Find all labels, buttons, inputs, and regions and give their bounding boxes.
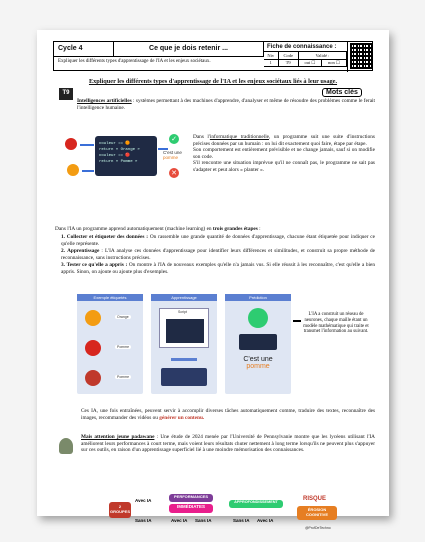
col-code: Code — [278, 52, 298, 59]
groups-tag: 2 GROUPES — [109, 502, 131, 518]
ml-intro-end: : — [257, 226, 261, 232]
panel-title: Prédiction — [225, 294, 291, 301]
list-item — [61, 262, 375, 275]
trad-p2: Son comportement est entièrement prévisible et ne change jamais, sauf si on modifie son code. — [193, 147, 375, 160]
warning-title: Mais attention jeune padawane — [81, 434, 155, 440]
code-line: return « Orange » — [99, 148, 140, 152]
credit-label: @ProfDeTechno — [305, 526, 331, 530]
result-label — [163, 150, 182, 160]
avec-ia-label: Avec IA — [171, 518, 188, 523]
apple-icon — [85, 340, 101, 356]
code-snippet — [95, 136, 157, 176]
step-title: Apprentissage — [67, 248, 100, 255]
traditional-paragraph — [193, 134, 375, 174]
arrow-icon — [80, 144, 94, 146]
sans-ia-label: Sans IA — [135, 518, 152, 523]
study-infographic — [105, 492, 355, 542]
qr-code-icon[interactable] — [350, 43, 372, 69]
intro-paragraph — [77, 98, 375, 111]
trad-p3: S'il rencontre une situation imprévue qu'il ne connaît pas, le programme ne sait pas s'adapter et peut alors « planter ». — [193, 160, 375, 173]
steps-list — [61, 234, 375, 276]
sans-ia-label: Sans IA — [233, 518, 250, 523]
step-title: Tester ce qu'elle a appris : — [66, 262, 128, 269]
appro-tag: APPROFONDISSEMENT — [229, 500, 283, 508]
warning-paragraph — [81, 434, 375, 454]
cycle-label: Cycle 4 — [54, 42, 114, 57]
network-icon — [161, 368, 207, 386]
checkbox-non[interactable]: non ☐ — [321, 59, 346, 66]
immediate-tag: IMMÉDIATES — [169, 504, 213, 513]
intro-term: Intelligences artificielles — [77, 98, 132, 104]
ml-intro-text: Dans l'IA un programme apprend automatiquement (machine learning) en — [55, 226, 213, 232]
code-line: couleur == 🟠 — [99, 142, 131, 146]
val-code: T9 — [278, 59, 298, 66]
apple-icon — [65, 138, 77, 150]
col-niv: Niv — [264, 52, 278, 59]
avec-ia-label: Avec IA — [257, 518, 274, 523]
sheet-title: Ce que je dois retenir ... — [114, 42, 264, 57]
col-valide: Validé : — [298, 52, 346, 59]
checkbox-oui[interactable]: oui ☐ — [298, 59, 321, 66]
script-window — [159, 308, 209, 348]
panel-training — [151, 294, 217, 394]
apple-icon — [85, 370, 101, 386]
step-num: 3. — [61, 262, 65, 269]
document-page — [37, 30, 389, 530]
arrow-icon — [171, 358, 197, 361]
result-label-a: C'est une — [163, 150, 182, 155]
list-item — [61, 234, 375, 247]
step-text: : L'IA analyse ces données d'apprentissage pour identifier leurs différences et similitudes, et construit sa propre méthode de reconnaissance, sans instructions précises. — [61, 248, 376, 261]
erosion-tag: ÉROSION COGNITIVE — [297, 506, 337, 520]
warning-text: : Une étude de 2024 menée par l'Université de Pennsylvanie montre que les lycéens utilisant l'IA améliorent leurs performances à court terme, mais voient leurs résultats chuter nettement à long terme lorsqu'ils ne peuvent plus s'appuyer sur ces outils, en raison d'un apprentissage superficiel lié à une moindre mémorisation des connaissances. — [81, 434, 375, 454]
panel-title: Apprentissage — [151, 294, 217, 301]
section-heading: Expliquer les différents types d'apprentissage de l'IA et les enjeux sociétaux liés à leur usage. — [88, 78, 338, 85]
usage-highlight: générer un contenu. — [159, 414, 205, 421]
panel-prediction — [225, 294, 291, 394]
orange-icon — [67, 164, 79, 176]
chip-label: Pomme — [117, 345, 130, 349]
avec-ia-label: Avec IA — [135, 498, 152, 503]
keywords-tag: Mots clés — [322, 88, 362, 97]
perf-tag: PERFORMANCES — [169, 494, 213, 502]
panel-title: Exemple étiquetés — [77, 294, 143, 301]
script-code — [166, 319, 204, 343]
network-caption: L'IA a construit un réseau de neurones, chaque maille étant un modèle mathématique qui traite et transmet l'information au suivant. — [303, 312, 369, 335]
header-table — [53, 41, 373, 71]
step-num: 1. — [61, 234, 65, 240]
step-title: Collecter et étiqueter des données : — [66, 234, 149, 240]
prediction-label — [235, 356, 281, 370]
ml-intro — [55, 226, 375, 233]
sheet-description: Expliquer les différents types d'apprentissage de l'IA et les enjeux sociétaux. — [58, 59, 211, 64]
result-label-b: pomme — [163, 155, 179, 160]
arrow-icon — [293, 320, 301, 322]
panel-examples — [77, 294, 143, 394]
chip-label: Pomme — [117, 375, 130, 379]
arrow-icon — [82, 170, 94, 172]
green-apple-icon — [248, 308, 268, 328]
sans-ia-label: Sans IA — [195, 518, 212, 523]
usage-paragraph — [81, 408, 375, 421]
code-line: couleur == 🔴 — [99, 154, 131, 158]
theme-badge: T9 — [59, 88, 73, 100]
step-num: 2. — [61, 248, 65, 255]
code-line: return « Pomme » — [99, 160, 138, 164]
usage-text: Ces IA, une fois entraînées, peuvent servir à accomplir diverses tâches automatiquement comme, traduire des textes, reconnaître des images, recommander des vidéos ou — [81, 408, 375, 421]
fiche-table — [264, 52, 347, 67]
network-icon — [239, 334, 277, 350]
list-item — [61, 248, 375, 261]
fiche-box — [264, 42, 348, 72]
prediction-label-a: C'est une — [243, 356, 273, 363]
step-text: On montre à l'IA de nouveaux exemples qu'elle n'a jamais vus. Si elle réussit à les reconnaître, c'est qu'elle a bien appris. Sinon, on ajoute ou ajoute plus d'exemples. — [61, 262, 375, 275]
prediction-label-b: pomme — [246, 363, 270, 370]
script-label: Script — [178, 310, 187, 314]
orange-icon — [85, 310, 101, 326]
val-niv: 1 — [264, 59, 278, 66]
yoda-icon — [59, 438, 73, 454]
check-icon: ✓ — [169, 134, 179, 144]
risk-label: RISQUE — [303, 496, 327, 502]
trad-term: informatique traditionnelle — [209, 134, 270, 140]
ml-intro-bold: trois grandes étapes — [212, 226, 258, 232]
intro-text: : systèmes permettant à des machines d'apprendre, d'analyser et même de résoudre des problèmes comme le ferait l'intelligence humaine. — [77, 98, 375, 111]
chip-label: Orange — [117, 315, 129, 319]
cross-icon: ✕ — [169, 168, 179, 178]
fiche-title: Fiche de connaissance : — [264, 42, 347, 52]
trad-lead: Dans l' — [193, 134, 210, 140]
step-text: On rassemble une grande quantité de données d'apprentissage, chacune étant étiquetée pour indiquer ce qu'elle représente. — [61, 234, 376, 247]
trad-rest: , un programme suit une suite d'instructions précises données par un humain : on lui dit exactement quoi faire, étape par étape. — [193, 134, 375, 147]
